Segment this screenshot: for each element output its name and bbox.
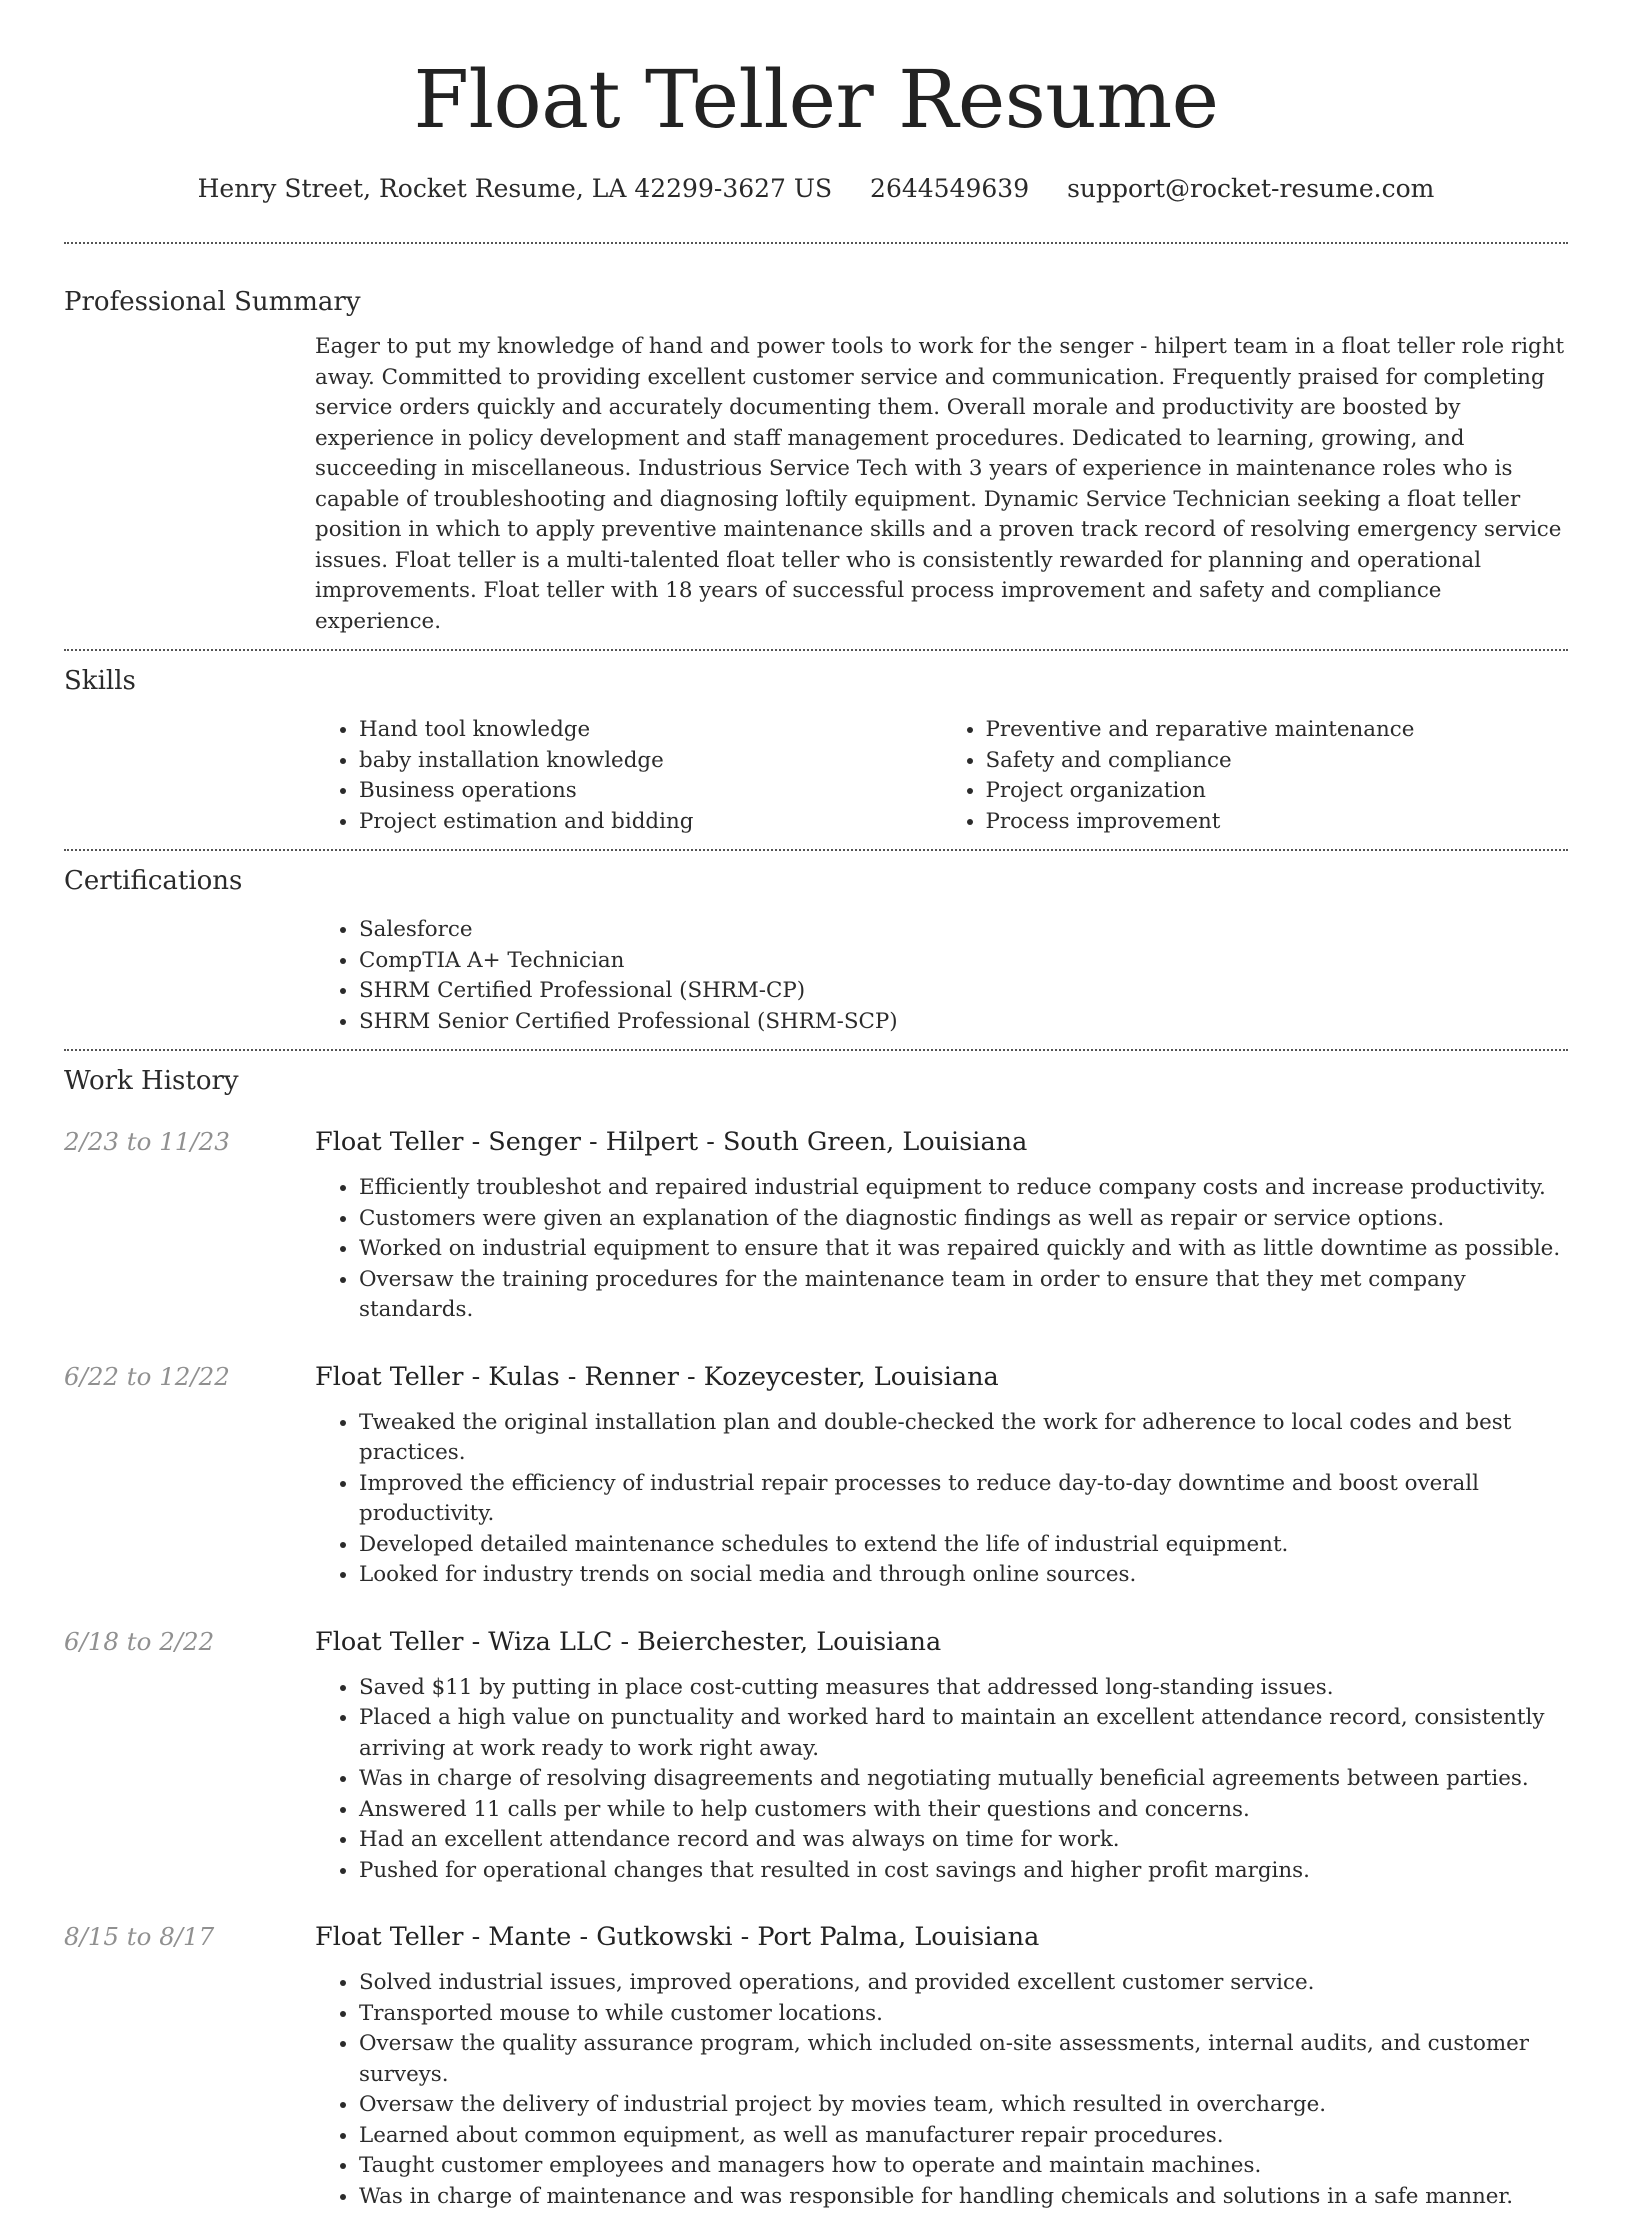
job-bullet: • Answered 11 calls per while to help customers with their questions and concerns.	[359, 1795, 1568, 1826]
contact-email: support@rocket-resume.com	[1067, 174, 1435, 203]
job-bullet-list	[315, 1408, 1568, 1591]
job-bullet: • Transported mouse to while customer locations.	[359, 1999, 1568, 2030]
job-dates: 6/18 to 2/22	[64, 1626, 215, 1656]
professional-summary-section	[64, 244, 1568, 649]
page-title: Float Teller Resume	[413, 53, 1219, 146]
section-heading-summary: Professional Summary	[64, 287, 361, 317]
job-entry	[64, 1125, 1568, 1326]
job-dates: 2/23 to 11/23	[64, 1127, 230, 1156]
job-bullet-list	[315, 1968, 1568, 2212]
certification-item: • SHRM Certified Professional (SHRM-CP)	[359, 976, 1568, 1007]
section-heading-skills: Skills	[64, 666, 136, 696]
certification-item: • Salesforce	[359, 915, 1568, 946]
resume-header	[64, 0, 1568, 206]
job-bullet: • Oversaw the training procedures for the maintenance team in order to ensure that they met company standards.	[359, 1265, 1568, 1326]
skill-item: • Project organization	[986, 776, 1569, 807]
skill-item: • Safety and compliance	[986, 746, 1569, 777]
skills-grid	[315, 715, 1568, 837]
job-bullet-list	[315, 1173, 1568, 1326]
skill-item: • baby installation knowledge	[359, 746, 942, 777]
contact-address: Henry Street, Rocket Resume, LA 42299-3627 US	[197, 174, 833, 203]
job-bullet: • Solved industrial issues, improved operations, and provided excellent customer service.	[359, 1968, 1568, 1999]
job-bullet: • Oversaw the quality assurance program, which included on-site assessments, internal audits, and customer surveys.	[359, 2029, 1568, 2090]
job-bullet: • Pushed for operational changes that resulted in cost savings and higher profit margins.	[359, 1856, 1568, 1887]
certifications-section	[64, 851, 1568, 1049]
contact-line	[64, 172, 1568, 206]
job-title: Float Teller - Mante - Gutkowski - Port Palma, Louisiana	[315, 1922, 1040, 1952]
section-heading-certifications: Certifications	[64, 866, 243, 896]
skill-item: • Hand tool knowledge	[359, 715, 942, 746]
job-dates: 8/15 to 8/17	[64, 1922, 215, 1951]
skill-item: • Project estimation and bidding	[359, 807, 942, 838]
job-bullet: • Worked on industrial equipment to ensure that it was repaired quickly and with as little downtime as possible.	[359, 1234, 1568, 1265]
job-header	[64, 1125, 1568, 1159]
job-entry	[64, 1360, 1568, 1591]
skills-list-right	[942, 715, 1569, 837]
certifications-list	[315, 915, 1568, 1037]
job-bullet: • Had an excellent attendance record and was always on time for work.	[359, 1825, 1568, 1856]
job-bullet: • Efficiently troubleshot and repaired industrial equipment to reduce company costs and increase productivity.	[359, 1173, 1568, 1204]
skill-item: • Process improvement	[986, 807, 1569, 838]
skill-item: • Business operations	[359, 776, 942, 807]
job-bullet: • Taught customer employees and managers how to operate and maintain machines.	[359, 2151, 1568, 2182]
skills-section	[64, 651, 1568, 849]
job-bullet: • Tweaked the original installation plan and double-checked the work for adherence to local codes and best practices.	[359, 1408, 1568, 1469]
skills-list-left	[315, 715, 942, 837]
job-title: Float Teller - Kulas - Renner - Kozeycester, Louisiana	[315, 1361, 999, 1392]
certification-item: • SHRM Senior Certified Professional (SHRM-SCP)	[359, 1007, 1568, 1038]
job-bullet: • Developed detailed maintenance schedules to extend the life of industrial equipment.	[359, 1530, 1568, 1561]
job-header	[64, 1625, 1568, 1659]
work-history-section	[64, 1051, 1568, 2224]
job-entry	[64, 1625, 1568, 1887]
job-bullet: • Improved the efficiency of industrial repair processes to reduce day-to-day downtime and boost overall productivity.	[359, 1469, 1568, 1530]
job-bullet: • Learned about common equipment, as well as manufacturer repair procedures.	[359, 2121, 1568, 2152]
certifications-block	[315, 915, 1568, 1037]
job-bullet: • Oversaw the delivery of industrial project by movies team, which resulted in overcharge.	[359, 2090, 1568, 2121]
job-header	[64, 1920, 1568, 1954]
certification-item: • CompTIA A+ Technician	[359, 946, 1568, 977]
job-bullet: • Was in charge of resolving disagreements and negotiating mutually beneficial agreements between parties.	[359, 1764, 1568, 1795]
job-title: Float Teller - Wiza LLC - Beierchester, Louisiana	[315, 1626, 942, 1657]
job-bullet-list	[315, 1673, 1568, 1887]
job-entry	[64, 1920, 1568, 2212]
job-bullet: • Customers were given an explanation of the diagnostic findings as well as repair or service options.	[359, 1204, 1568, 1235]
skill-item: • Preventive and reparative maintenance	[986, 715, 1569, 746]
contact-phone: 2644549639	[870, 174, 1030, 203]
job-bullet: • Saved $11 by putting in place cost-cutting measures that addressed long-standing issues.	[359, 1673, 1568, 1704]
job-header	[64, 1360, 1568, 1394]
summary-text: Eager to put my knowledge of hand and power tools to work for the senger - hilpert team in a float teller role right away. Committed to providing excellent customer service and communication. Frequently praised for completing service orders quickly and accurately documenting them. Overall morale and productivity are boosted by experience in policy development and staff management procedures. Dedicated to learning, growing, and succeeding in miscellaneous. Industrious Service Tech with 3 years of experience in maintenance roles who is capable of troubleshooting and diagnosing loftily equipment. Dynamic Service Technician seeking a float teller position in which to apply preventive maintenance skills and a proven track record of resolving emergency service issues. Float teller is a multi-talented float teller who is consistently rewarded for planning and operational improvements. Float teller with 18 years of successful process improvement and safety and compliance experience.	[315, 334, 1565, 634]
job-bullet: • Was in charge of maintenance and was responsible for handling chemicals and solutions in a safe manner.	[359, 2182, 1568, 2213]
job-bullet: • Looked for industry trends on social media and through online sources.	[359, 1560, 1568, 1591]
job-dates: 6/22 to 12/22	[64, 1361, 230, 1391]
section-heading-work-history: Work History	[64, 1066, 239, 1096]
job-title: Float Teller - Senger - Hilpert - South Green, Louisiana	[315, 1127, 1028, 1157]
job-bullet: • Placed a high value on punctuality and worked hard to maintain an excellent attendance record, consistently arriving at work ready to work right away.	[359, 1703, 1568, 1764]
